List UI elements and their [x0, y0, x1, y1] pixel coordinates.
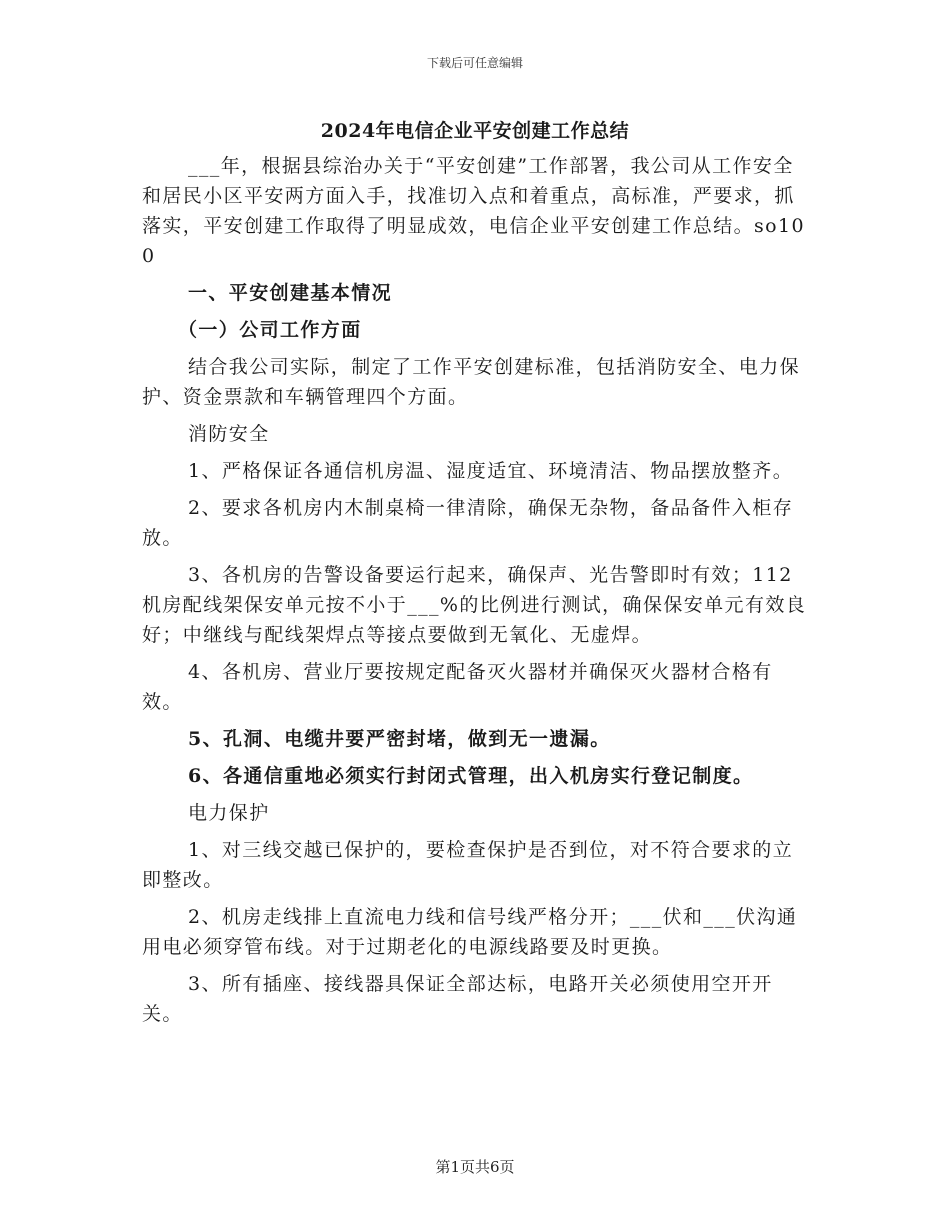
list-item: 3、各机房的告警设备要运行起来，确保声、光告警即时有效；112机房配线架保安单元按不小于___%的比例进行测试，确保保安单元有效良好；中继线与配线架焊点等接点要做到无氧化、无虚焊。: [142, 564, 807, 646]
list-item-bold: 5、孔洞、电缆井要严密封堵，做到无一遗漏。: [188, 728, 611, 750]
page-number: 第1页共6页: [435, 1158, 515, 1176]
category-label: 电力保护: [188, 802, 270, 824]
list-item: 2、机房走线排上直流电力线和信号线严格分开；___伏和___伏沟通用电必须穿管布线。对于过期老化的电源线路要及时更换。: [142, 906, 798, 958]
list-item: 2、要求各机房内木制桌椅一律清除，确保无杂物，备品备件入柜存放。: [142, 497, 794, 549]
intro-paragraph: ___年，根据县综治办关于“平安创建”工作部署，我公司从工作安全和居民小区平安两方面入手，找准切入点和着重点，高标准，严要求，抓落实，平安创建工作取得了明显成效，电信企业平安创建工作总结。so100: [142, 155, 805, 267]
list-item: 1、严格保证各通信机房温、湿度适宜、环境清洁、物品摆放整齐。: [188, 460, 794, 482]
document-title: 2024年电信企业平安创建工作总结: [320, 120, 630, 142]
list-item-bold: 6、各通信重地必须实行封闭式管理，出入机房实行登记制度。: [188, 765, 754, 787]
section-heading: 一、平安创建基本情况: [188, 282, 393, 304]
document-body: [142, 148, 810, 1033]
header-note: 下载后可任意编辑: [426, 56, 523, 70]
subsection-heading: （一）公司工作方面: [178, 319, 362, 341]
list-item: 4、各机房、营业厅要按规定配备灭火器材并确保灭火器材合格有效。: [142, 661, 773, 713]
body-paragraph: 结合我公司实际，制定了工作平安创建标准，包括消防安全、电力保护、资金票款和车辆管理四个方面。: [142, 356, 801, 408]
category-label: 消防安全: [188, 423, 270, 445]
list-item: 3、所有插座、接线器具保证全部达标，电路开关必须使用空开开关。: [142, 973, 773, 1025]
list-item: 1、对三线交越已保护的，要检查保护是否到位，对不符合要求的立即整改。: [142, 839, 794, 891]
